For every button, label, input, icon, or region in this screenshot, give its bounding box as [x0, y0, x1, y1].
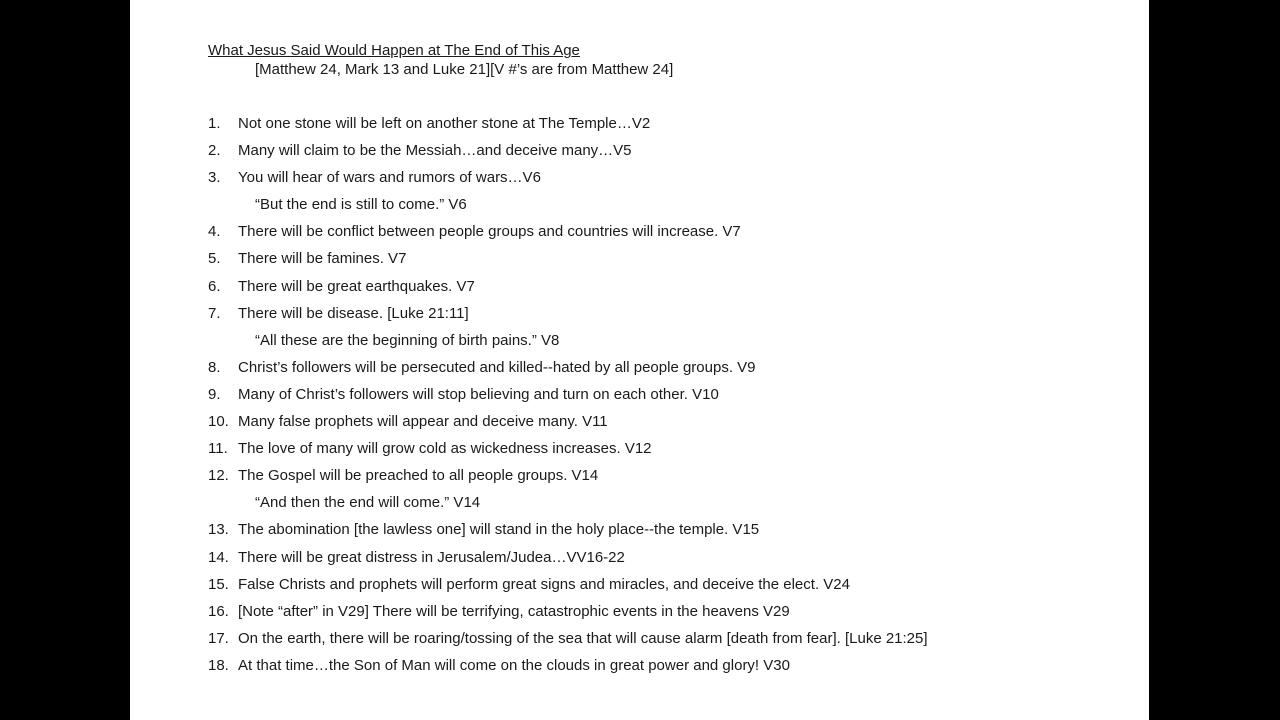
scripture-quote: [208, 331, 928, 358]
item-text: The Gospel will be preached to all people groups. V14: [238, 467, 599, 485]
list-item: [208, 114, 928, 141]
item-number: 5.: [208, 250, 221, 268]
events-list: [208, 114, 928, 683]
item-number: 9.: [208, 385, 221, 403]
list-item: [208, 439, 928, 466]
list-item: [208, 141, 928, 168]
list-item: [208, 358, 928, 385]
list-item: [208, 385, 928, 412]
item-text: There will be conflict between people groups and countries will increase. V7: [238, 223, 741, 241]
item-number: 4.: [208, 223, 221, 241]
item-text: Not one stone will be left on another stone at The Temple…V2: [238, 115, 651, 132]
item-number: 14.: [208, 548, 229, 566]
list-item: [208, 277, 928, 304]
list-item: [208, 412, 928, 439]
item-number: 6.: [208, 277, 221, 295]
item-text: False Christs and prophets will perform great signs and miracles, and deceive the elect. V24: [238, 575, 850, 593]
item-number: 3.: [208, 169, 221, 187]
quote-text: “But the end is still to come.” V6: [255, 196, 467, 214]
item-text: Many will claim to be the Messiah…and deceive many…V5: [238, 142, 632, 160]
list-item: [208, 466, 928, 493]
item-number: 2.: [208, 142, 221, 160]
item-text: You will hear of wars and rumors of wars…V6: [238, 169, 541, 187]
item-number: 18.: [208, 656, 229, 674]
list-item: [208, 168, 928, 195]
item-text: Many false prophets will appear and deceive many. V11: [238, 413, 608, 431]
item-text: The love of many will grow cold as wickedness increases. V12: [238, 440, 652, 458]
item-number: 8.: [208, 358, 221, 376]
item-text: Many of Christ’s followers will stop believing and turn on each other. V10: [238, 385, 719, 403]
item-text: There will be great distress in Jerusalem/Judea…VV16-22: [238, 548, 625, 566]
item-number: 10.: [208, 413, 229, 431]
item-text: There will be disease. [Luke 21:11]: [238, 304, 469, 322]
item-number: 17.: [208, 629, 229, 647]
document-subtitle: [Matthew 24, Mark 13 and Luke 21][V #’s are from Matthew 24]: [255, 61, 674, 78]
list-item: [208, 575, 928, 602]
list-item: [208, 304, 928, 331]
scripture-quote: [208, 195, 928, 222]
item-text: On the earth, there will be roaring/tossing of the sea that will cause alarm [death from fear]. [Luke 21:25]: [238, 629, 928, 647]
list-item: [208, 548, 928, 575]
item-number: 15.: [208, 575, 229, 593]
item-text: There will be famines. V7: [238, 250, 407, 268]
item-number: 1.: [208, 115, 221, 132]
item-text: There will be great earthquakes. V7: [238, 277, 475, 295]
item-number: 7.: [208, 304, 221, 322]
list-item: [208, 222, 928, 249]
item-text: The abomination [the lawless one] will stand in the holy place--the temple. V15: [238, 521, 760, 539]
list-item: [208, 249, 928, 276]
item-text: [Note “after” in V29] There will be terrifying, catastrophic events in the heavens V29: [238, 602, 790, 620]
document-title: What Jesus Said Would Happen at The End of This Age: [208, 42, 580, 59]
item-number: 16.: [208, 602, 229, 620]
quote-text: “All these are the beginning of birth pains.” V8: [255, 331, 560, 349]
item-text: Christ’s followers will be persecuted and killed--hated by all people groups. V9: [238, 358, 756, 376]
list-item: [208, 602, 928, 629]
quote-text: “And then the end will come.” V14: [255, 494, 481, 512]
list-item: [208, 520, 928, 547]
item-text: At that time…the Son of Man will come on the clouds in great power and glory! V30: [238, 656, 790, 674]
item-number: 11.: [208, 440, 228, 458]
item-number: 13.: [208, 521, 229, 539]
list-item: [208, 629, 928, 656]
list-item: [208, 656, 928, 683]
document-page: [130, 0, 1149, 720]
scripture-quote: [208, 493, 928, 520]
item-number: 12.: [208, 467, 229, 485]
